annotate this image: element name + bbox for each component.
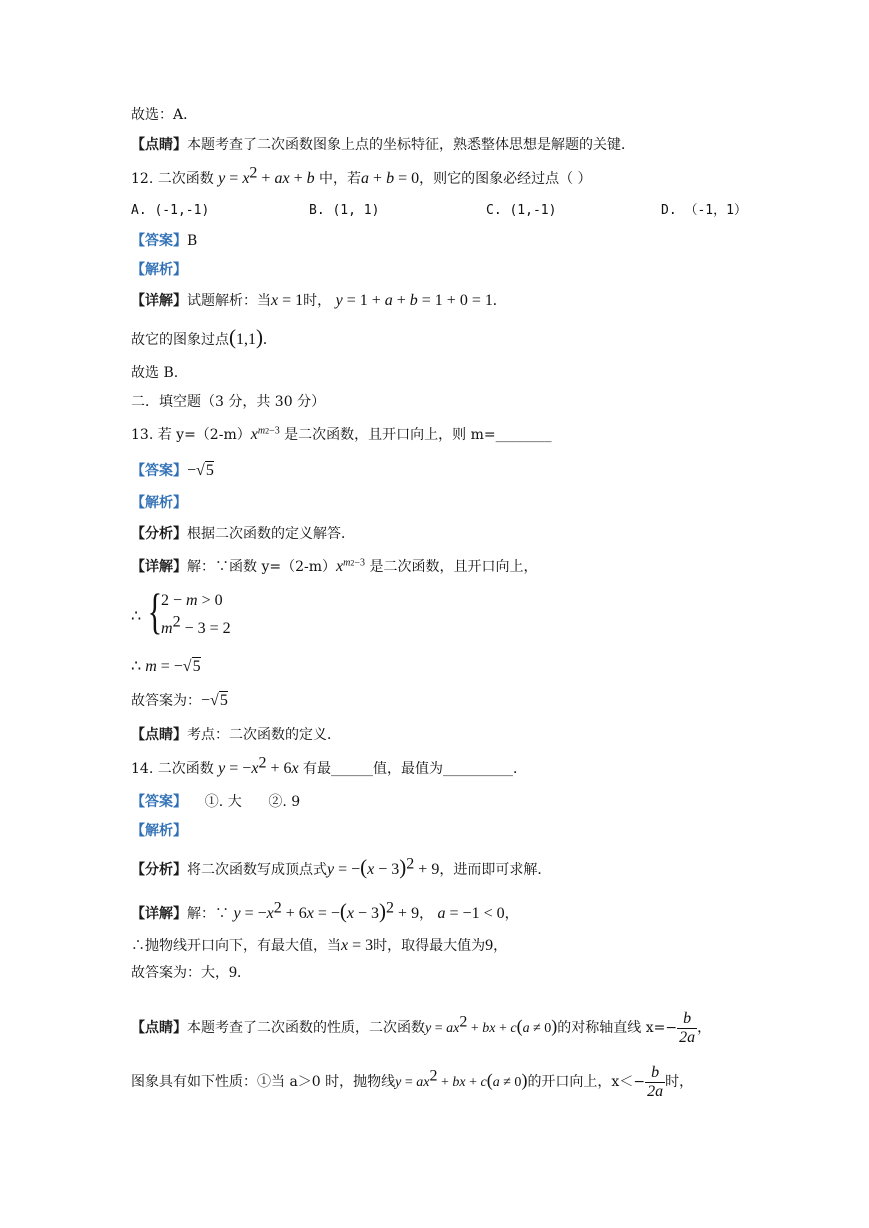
xiangjie-tag: 【详解】 [131, 906, 187, 922]
q13-result: ∴ m = −√5 [131, 658, 201, 675]
text: 的对称轴直线 x= [557, 1020, 666, 1036]
q14-properties: 图象具有如下性质：①当 a＞0 时，抛物线$y = ax^2$ + bx + c(a ≠ 0)的开口向上，x＜− $\frac{b}{2a}$ 时， [131, 1063, 694, 1100]
option-b: B. (1, 1) [309, 203, 380, 218]
xiangjie-tag: 【详解】 [131, 293, 187, 309]
text: 故选 B. [131, 365, 179, 381]
xiangjie-tag: 【详解】 [131, 559, 187, 575]
text: 时， [303, 293, 332, 309]
fenxi-tag: 【分析】 [131, 862, 187, 878]
q14-detail: 【详解】解：∵ $y = -x^2 + 6x = -(x - 3)^2 + 9$， a = −1 < 0， [131, 899, 519, 923]
q12-detail: 【详解】试题解析：当x = 1时， y = 1 + a + b = 1 + 0 = 1. [131, 292, 497, 309]
answer-value: B [187, 233, 198, 249]
text: 13. 若 y=（2-m） [131, 427, 251, 443]
q12-end [131, 362, 749, 384]
text: 故答案为：大， [131, 965, 229, 981]
dianjing-tag: 【点睛】 [131, 137, 187, 153]
text: 故它的图象过点 [131, 332, 229, 348]
q13-analysis [131, 523, 749, 545]
text: 解：∵ [187, 906, 229, 922]
question-12: 12. 二次函数 $y = x^2$ + ax + b 中，若a + b = 0，则它的图象必经过点（ ） [131, 164, 592, 187]
text: ，则它的图象必经过点（ ） [419, 171, 592, 187]
dianjing-tag: 【点睛】 [131, 1020, 187, 1036]
q14-answer [131, 791, 749, 813]
text: 考点：二次函数的定义． [187, 727, 341, 743]
text: 故选：A． [131, 107, 198, 123]
text: 试题解析：当 [187, 293, 271, 309]
q13-detail: 【详解】解：∵函数 $y=(2-m)x^{m2-3}$ 是二次函数，且开口向上， [131, 557, 538, 575]
text: 14. 二次函数 [131, 761, 214, 777]
q14-jiexi [131, 820, 749, 842]
text: 时， [665, 1074, 694, 1090]
section-fill-blank [131, 391, 749, 413]
option-a: A. (-1,-1) [131, 203, 210, 218]
q14-final: 故答案为：大，9． [131, 964, 251, 981]
answer-tag: 【答案】 [131, 794, 187, 810]
q14-analysis: 【分析】将二次函数写成顶点式$y = -(x - 3)^2 + 9$，进而即可求解． [131, 855, 552, 879]
jiexi-tag: 【解析】 [131, 823, 187, 839]
option-c: C. (1,-1) [486, 203, 557, 218]
text: 图象具有如下性质：①当 a＞0 时，抛物线 [131, 1074, 396, 1090]
option-d: D. （-1，1） [661, 203, 747, 218]
text: 根据二次函数的定义解答． [187, 526, 355, 542]
answer-value: ①. 大 ②. 9 [187, 794, 301, 810]
text: ∴抛物线开口向下，有最大值，当 [131, 938, 341, 954]
text: 有最______值，最值为__________． [303, 761, 528, 777]
q12-passes-point: 故它的图象过点(1,1). [131, 325, 267, 349]
text: 的开口向上，x＜ [527, 1074, 634, 1090]
line-dianjing-11 [131, 134, 749, 156]
text: 是二次函数，且开口向上，则 m=________ [284, 427, 552, 443]
text: 时，取得最大值为 [373, 938, 486, 954]
question-14: 14. 二次函数 $y = -x^2 + 6x$ 有最______值，最值为__________． [131, 754, 528, 777]
answer-tag: 【答案】 [131, 233, 187, 249]
jiexi-tag: 【解析】 [131, 262, 187, 278]
section-title: 二．填空题（3 分，共 30 分） [131, 394, 326, 410]
q13-answer: 【答案】−√5 [131, 462, 214, 479]
q12-jiexi [131, 259, 749, 281]
answer-tag: 【答案】 [131, 463, 187, 479]
text: 本题考查了二次函数图象上点的坐标特征，熟悉整体思想是解题的关键． [187, 137, 635, 153]
q13-final: 故答案为：−√5 [131, 692, 228, 709]
line-gu-xuan-a [131, 104, 749, 126]
text: 解：∵函数 y=（2-m） [187, 559, 337, 575]
text: 将二次函数写成顶点式 [187, 862, 327, 878]
text: 中，若 [319, 171, 362, 187]
q12-answer [131, 230, 749, 252]
document-page: 故选：A． 【点睛】本题考查了二次函数图象上点的坐标特征，熟悉整体思想是解题的关键． 12. 二次函数 $y = x^2$ + ax + b 中，若a + b = 0，则它的图象必经过点（ ） A. (-1,-1) B. (1, 1) C. (1,-1) D. （-1，1） 【答案】B 【解析】 【详解】试题解析：当x = 1时， y = 1 + a + b = 1 + 0 = 1. 故它的图象过点(1,1). 故选 B. 二．填空题（3 分，共 30 分） 13. 若 $y=(2-m)x^{m2-3}$ 是二次函数，且开口向上，则 m=________ 【答案】−√5 【解析】 【分析】根据二次函数的定义解答． 【详解】解：∵函数 $y=(2-m)x^{m2-3}$ 是二次函数，且开口向上， ∴ { 2 − m > 0 $m^2 - 3 = 2$ ∴ m = −√5 故答案为：−√5 【点睛】考点：二次函数的定义． 14. 二次函数 $y = -x^2 + 6x$ 有最______值，最值为__________． 【答案】 ①. 大 ②. 9 【解析】 【分析】将二次函数写成顶点式$y = -(x - 3)^2 + 9$，进而即可求解． 【详解】解：∵ $y = -x^2 + 6x = -(x - 3)^2 + 9$， a = −1 < 0， ∴抛物线开口向下，有最大值，当x = 3时，取得最大值为9， 故答案为：大，9． 【点睛】本题考查了二次函数的性质，二次函数$y = ax^2$ + bx + c(a ≠ 0)的对称轴直线 x=− $\frac{b}{2a}$ ， 图象具有如下性质：①当 a＞0 时，抛物线$y = ax^2$ + bx + c(a ≠ 0)的开口向上，x＜− $\frac{b}{2a}$ 时， [0, 0, 869, 1228]
text: 故答案为： [131, 693, 201, 709]
jiexi-tag: 【解析】 [131, 495, 187, 511]
q13-jiexi [131, 492, 749, 514]
text: ，进而即可求解． [439, 862, 552, 878]
text: 12. 二次函数 [131, 171, 214, 187]
text: 是二次函数，且开口向上， [369, 559, 538, 575]
fenxi-tag: 【分析】 [131, 526, 187, 542]
q14-dianjing: 【点睛】本题考查了二次函数的性质，二次函数$y = ax^2$ + bx + c(a ≠ 0)的对称轴直线 x=− $\frac{b}{2a}$ ， [131, 1009, 712, 1046]
q13-dianjing [131, 724, 749, 746]
text: 本题考查了二次函数的性质，二次函数 [187, 1020, 425, 1036]
dianjing-tag: 【点睛】 [131, 727, 187, 743]
q14-reasoning: ∴抛物线开口向下，有最大值，当x = 3时，取得最大值为9， [131, 937, 508, 954]
question-13: 13. 若 $y=(2-m)x^{m2-3}$ 是二次函数，且开口向上，则 m=________ [131, 425, 552, 443]
